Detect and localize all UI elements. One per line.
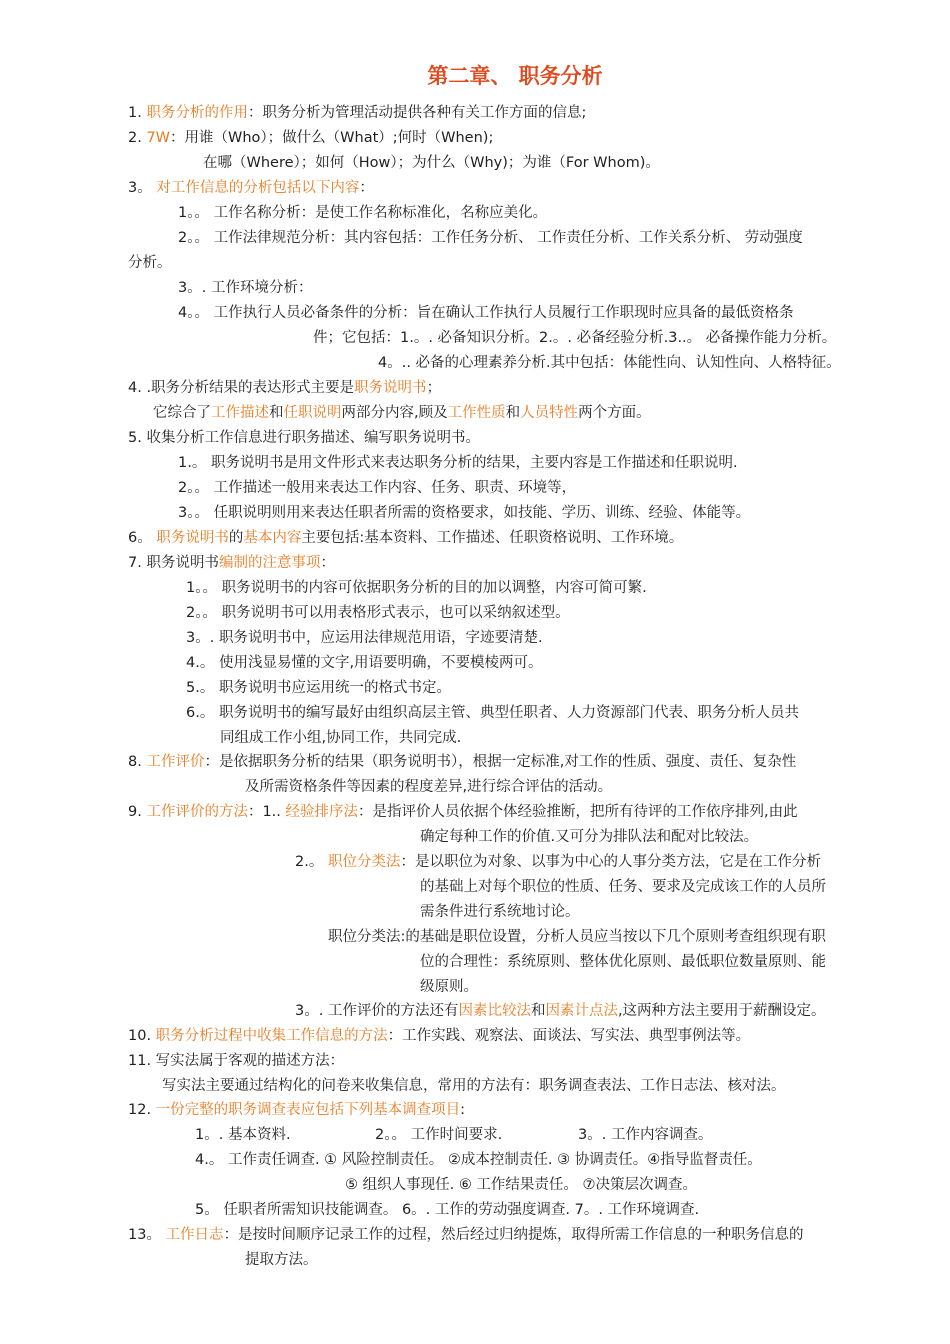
section-number: 3。	[128, 180, 157, 196]
section-7-item-6: 6.。 职务说明书的编写最好由组织高层主管、典型任职者、人力资源部门代表、职务分析人员共	[186, 705, 799, 721]
section-8	[128, 752, 796, 772]
section-12-item-3: 3。. 工作内容调查。	[578, 1127, 713, 1143]
section-text: ：用谁（Who）；做什么（What）;何时（When);	[170, 130, 494, 146]
highlight-term: 基本内容	[243, 530, 302, 546]
highlight-term: 因素计点法	[545, 1003, 618, 1019]
section-12-item-1: 1。. 基本资料.	[195, 1127, 291, 1143]
section-9-item-2-cont: 的基础上对每个职位的性质、任务、要求及完成该工作的人员所	[420, 879, 826, 895]
section-9-item-2	[295, 852, 821, 872]
section-8-cont: 及所需资格条件等因素的程度差异,进行综合评估的活动。	[245, 779, 613, 795]
highlight-term: 工作评价的方法	[146, 804, 248, 820]
section-text: 的	[228, 530, 244, 546]
section-7-item-3: 3。. 职务说明书中，应运用法律规范用语，字迹要清楚.	[186, 630, 543, 646]
highlight-term: 7W	[146, 130, 171, 146]
section-9	[128, 802, 798, 822]
section-number: 2.。	[295, 854, 328, 870]
section-9-cont: 确定每种工作的价值.又可分为排队法和配对比较法。	[420, 829, 759, 845]
section-12-item-4-cont: ⑤ 组织人事现任. ⑥ 工作结果责任。 ⑦决策层次调查。	[345, 1177, 698, 1193]
section-1	[128, 103, 586, 123]
section-text: ：是依据职务分析的结果（职务说明书），根据一定标准,对工作的性质、强度、责任、复杂性	[204, 754, 797, 770]
section-text: 和	[505, 405, 521, 421]
section-text: 和	[269, 405, 284, 421]
section-number: 6。	[128, 530, 157, 546]
section-5-item-2: 2。。 工作描述一般用来表达工作内容、任务、职责、环境等，	[178, 480, 577, 496]
section-text: ：工作实践、观察法、面谈法、写实法、典型事例法等。	[387, 1028, 751, 1044]
highlight-term: 工作描述	[211, 405, 269, 421]
section-3-item-4: 4。。 工作执行人员必备条件的分析：旨在确认工作执行人员履行工作职现时应具备的最低资格条	[178, 305, 794, 321]
section-10	[128, 1026, 750, 1046]
section-text: ：职务分析为管理活动提供各种有关工作方面的信息;	[247, 105, 587, 121]
highlight-term: 任职说明	[283, 405, 342, 421]
section-3-item-2: 2。。 工作法律规范分析：其内容包括：工作任务分析、 工作责任分析、工作关系分析、 劳动强度	[178, 230, 803, 246]
section-2-cont: 在哪（Where）；如何（How）；为什么（Why)；为谁（For Whom)。	[203, 155, 660, 171]
section-9-basis: 职位分类法:的基础是职位设置，分析人员应当按以下几个原则考查组织现有职	[328, 929, 826, 945]
section-7-item-6-cont: 同组成工作小组,协同工作，共同完成.	[220, 730, 462, 746]
section-4	[128, 378, 441, 398]
section-5-item-1: 1.。 职务说明书是用文件形式来表达职务分析的结果，主要内容是工作描述和任职说明.	[178, 455, 738, 471]
section-12-item-4: 4.。 工作责任调查. ① 风险控制责任。 ②成本控制责任. ③ 协调责任。④指导监督责任。	[195, 1152, 762, 1168]
section-13	[128, 1225, 804, 1245]
section-number: 13。	[128, 1227, 166, 1243]
section-3-item-1: 1。。 工作名称分析：是使工作名称标准化，名称应美化。	[178, 205, 548, 221]
highlight-term: 职务分析过程中收集工作信息的方法	[155, 1028, 388, 1044]
section-11-cont: 写实法主要通过结构化的问卷来收集信息，常用的方法有：职务调查表法、工作日志法、核对法。	[162, 1078, 786, 1094]
section-number: 8.	[128, 754, 147, 770]
highlight-term: 一份完整的职务调查表应包括下列基本调查项目	[155, 1102, 461, 1118]
highlight-term: 工作评价	[146, 754, 205, 770]
section-3-item-2-cont: 分析。	[128, 255, 172, 271]
section-9-basis-cont: 位的合理性：系统原则、整体优化原则、最低职位数量原则、能	[420, 954, 826, 970]
highlight-term: 职务说明书	[156, 530, 229, 546]
section-7-item-4: 4.。 使用浅显易懂的文字,用语要明确，不要模棱两可。	[186, 655, 543, 671]
page-title: 第二章、 职务分析	[427, 64, 603, 88]
section-3-item-4-cont: 件；它包括：1.。. 必备知识分析。2.。. 必备经验分析.3..。 必备操作能力分析。	[313, 330, 837, 346]
highlight-term: 职位分类法	[327, 854, 401, 870]
section-text: ：1..	[247, 804, 286, 820]
section-text: ：	[320, 555, 335, 571]
section-9-basis-cont2: 级原则。	[420, 979, 478, 995]
section-text: 7. 职务说明书	[128, 555, 219, 571]
section-text: 4. .职务分析结果的表达形式主要是	[128, 380, 355, 396]
section-number: 12.	[128, 1102, 156, 1118]
section-text: 它综合了	[153, 405, 211, 421]
section-text: 和	[530, 1003, 546, 1019]
section-number: 2.	[128, 130, 147, 146]
section-11: 11. 写实法属于客观的描述方法：	[128, 1053, 345, 1069]
highlight-term: 经验排序法	[285, 804, 359, 820]
section-13-cont: 提取方法。	[245, 1252, 318, 1268]
section-number: 9.	[128, 804, 147, 820]
highlight-term: 因素比较法	[458, 1003, 531, 1019]
section-2	[128, 128, 493, 148]
section-text: ：是指评价人员依据个体经验推断，把所有待评的工作依序排列,由此	[358, 804, 798, 820]
section-7	[128, 553, 335, 573]
highlight-term: 对工作信息的分析包括以下内容	[156, 180, 360, 196]
section-text: 主要包括:基本资料、工作描述、任职资格说明、工作环境。	[301, 530, 684, 546]
section-text: 两部分内容,顾及	[341, 405, 448, 421]
section-3-item-4-cont2: 4。.. 必备的心理素养分析.其中包括：体能性向、认知性向、人格特征。	[378, 355, 841, 371]
section-text: :	[460, 1102, 466, 1118]
section-number: 10.	[128, 1028, 156, 1044]
section-12	[128, 1100, 465, 1120]
highlight-term: 职务说明书	[354, 380, 427, 396]
highlight-term: 编制的注意事项	[218, 555, 321, 571]
highlight-term: 工作性质	[447, 405, 506, 421]
highlight-term: 职务分析的作用	[146, 105, 248, 121]
section-9-item-3	[295, 1001, 826, 1021]
section-text: ：是按时间顺序记录工作的过程，然后经过归纳提炼，取得所需工作信息的一种职务信息的	[223, 1227, 804, 1243]
section-7-item-1: 1。。 职务说明书的内容可依据职务分析的目的加以调整，内容可简可繁.	[186, 580, 647, 596]
section-3-item-3: 3。. 工作环境分析：	[178, 280, 313, 296]
highlight-term: 工作日志	[165, 1227, 224, 1243]
highlight-term: 人员特性	[520, 405, 579, 421]
section-text: ；	[426, 380, 442, 396]
section-text: ：	[359, 180, 374, 196]
section-text: ,这两种方法主要用于薪酬设定。	[617, 1003, 826, 1019]
section-6	[128, 528, 683, 548]
section-text: ：是以职位为对象、以事为中心的人事分类方法，它是在工作分析	[400, 854, 821, 870]
section-text: 两个方面。	[578, 405, 651, 421]
section-5: 5. 收集分析工作信息进行职务描述、编写职务说明书。	[128, 430, 480, 446]
section-12-item-5-7: 5。 任职者所需知识技能调查。 6。. 工作的劳动强度调查. 7。. 工作环境调查.	[195, 1202, 700, 1218]
section-3	[128, 178, 374, 198]
section-number: 1.	[128, 105, 147, 121]
section-text: 3。. 工作评价的方法还有	[295, 1003, 459, 1019]
section-9-item-2-cont2: 需条件进行系统地讨论。	[420, 904, 580, 920]
section-12-item-2: 2。。 工作时间要求.	[375, 1127, 503, 1143]
section-5-item-3: 3。。 任职说明则用来表达任职者所需的资格要求，如技能、学历、训练、经验、体能等。	[178, 505, 751, 521]
section-7-item-2: 2。。 职务说明书可以用表格形式表示，也可以采纳叙述型。	[186, 605, 570, 621]
section-4-cont	[153, 403, 651, 423]
section-7-item-5: 5.。 职务说明书应运用统一的格式书定。	[186, 680, 451, 696]
